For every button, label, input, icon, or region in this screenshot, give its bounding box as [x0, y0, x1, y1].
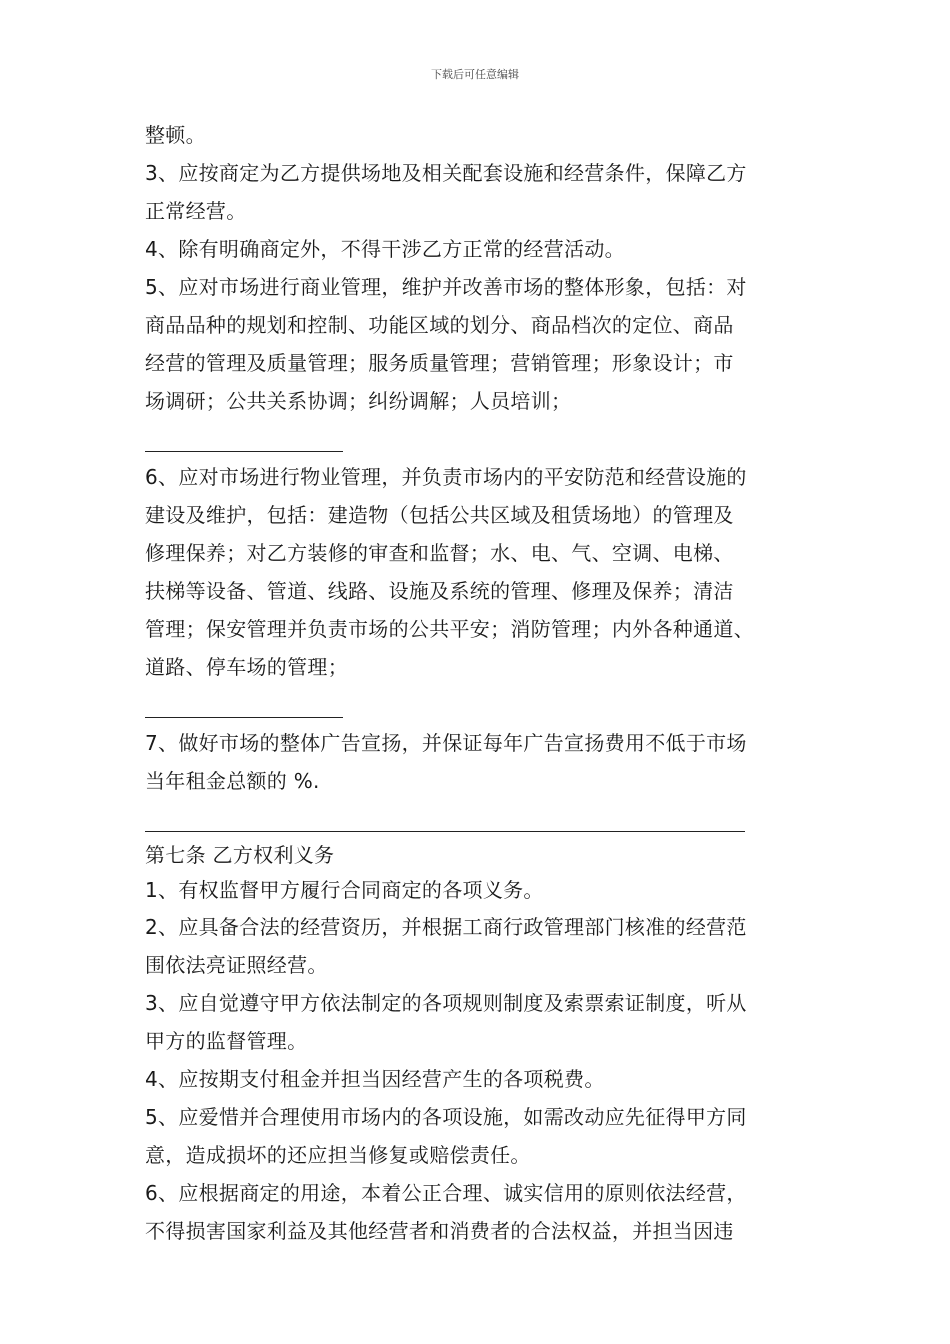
text-line: 7、做好市场的整体广告宣扬，并保证每年广告宣扬费用不低于市场 [145, 731, 747, 755]
page-header: 下载后可任意编辑 [431, 68, 519, 81]
text-line: 围依法亮证照经营。 [145, 953, 328, 977]
text-line: 场调研；公共关系协调；纠纷调解；人员培训； [145, 389, 572, 413]
fill-in-blank [145, 420, 835, 458]
document-body [145, 116, 835, 1250]
text-line: 6、应根据商定的用途，本着公正合理、诚实信用的原则依法经营， [145, 1181, 747, 1205]
text-line: 3、应自觉遵守甲方依法制定的各项规则制度及索票索证制度，听从 [145, 991, 747, 1015]
text-line: 5、应爱惜并合理使用市场内的各项设施，如需改动应先征得甲方同 [145, 1105, 747, 1129]
text-line: 4、除有明确商定外，不得干涉乙方正常的经营活动。 [145, 237, 625, 261]
text-line: 道路、停车场的管理； [145, 655, 348, 679]
text-line: 甲方的监督管理。 [145, 1029, 308, 1053]
fill-in-blank [145, 686, 835, 724]
blank-underline [145, 831, 745, 832]
text-line: 4、应按期支付租金并担当因经营产生的各项税费。 [145, 1067, 605, 1091]
fill-in-blank [145, 800, 835, 838]
text-line: 正常经营。 [145, 199, 247, 223]
blank-underline [145, 717, 343, 718]
text-line: 不得损害国家利益及其他经营者和消费者的合法权益，并担当因违 [145, 1219, 734, 1243]
text-line: 商品品种的规划和控制、功能区域的划分、商品档次的定位、商品 [145, 313, 734, 337]
text-line: 经营的管理及质量管理；服务质量管理；营销管理；形象设计；市 [145, 351, 734, 375]
text-line: 6、应对市场进行物业管理，并负责市场内的平安防范和经营设施的 [145, 465, 747, 489]
text-line: 整顿。 [145, 123, 206, 147]
text-line: 5、应对市场进行商业管理，维护并改善市场的整体形象，包括：对 [145, 275, 747, 299]
text-line: 当年租金总额的 %. [145, 769, 320, 793]
text-line: 管理；保安管理并负责市场的公共平安；消防管理；内外各种通道、 [145, 617, 754, 641]
text-line: 1、有权监督甲方履行合同商定的各项义务。 [145, 878, 544, 902]
text-line: 扶梯等设备、管道、线路、设施及系统的管理、修理及保养；清洁 [145, 579, 734, 603]
section-heading: 第七条 乙方权利义务 [145, 843, 335, 867]
text-line: 2、应具备合法的经营资历，并根据工商行政管理部门核准的经营范 [145, 915, 747, 939]
blank-underline [145, 451, 343, 452]
text-line: 3、应按商定为乙方提供场地及相关配套设施和经营条件，保障乙方 [145, 161, 747, 185]
text-line: 建设及维护，包括：建造物（包括公共区域及租赁场地）的管理及 [145, 503, 734, 527]
text-line: 修理保养；对乙方装修的审查和监督；水、电、气、空调、电梯、 [145, 541, 734, 565]
text-line: 意，造成损坏的还应担当修复或赔偿责任。 [145, 1143, 531, 1167]
